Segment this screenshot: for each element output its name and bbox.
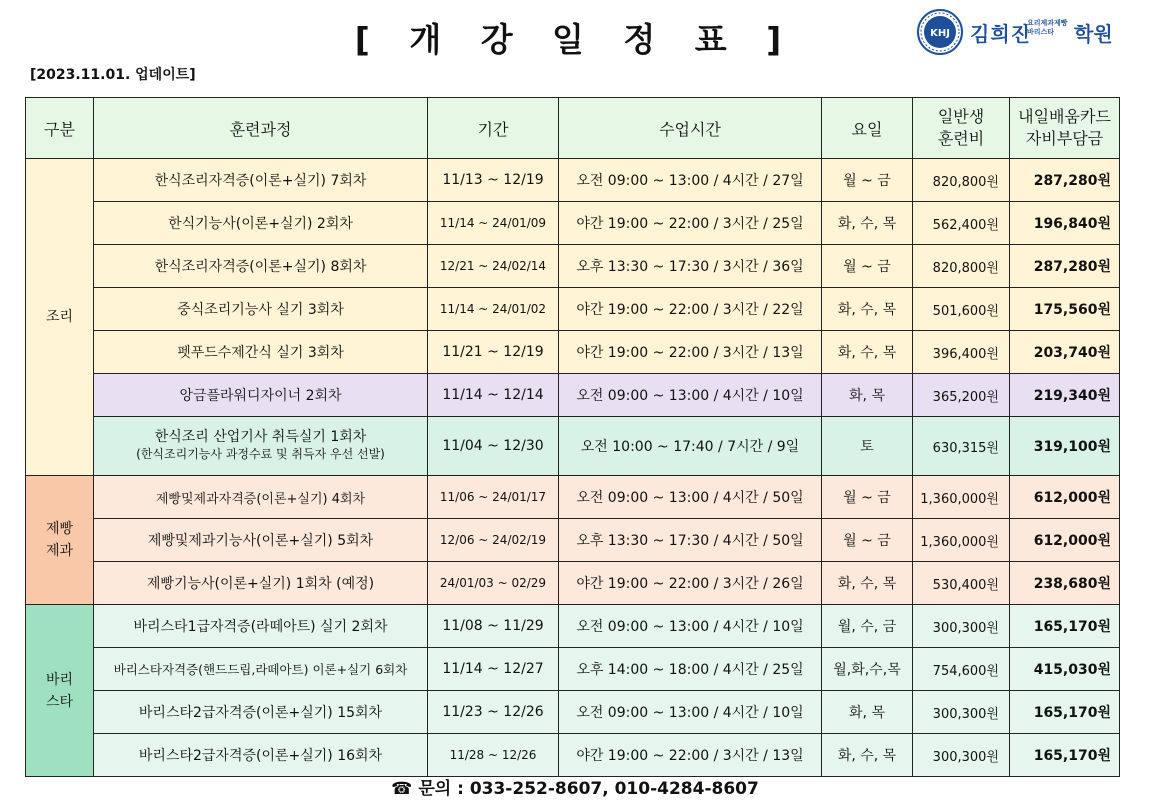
header-period: 기간 — [428, 98, 559, 159]
course-name: 한식기능사(이론+실기) 2회차 — [94, 202, 428, 245]
course-name-cell — [94, 417, 428, 476]
course-time: 야간 19:00 ~ 22:00 / 3시간 / 26일 — [559, 562, 822, 605]
course-days: 월 ~ 금 — [822, 519, 913, 562]
category-barista-line1: 바리 — [45, 671, 74, 688]
course-time: 오전 09:00 ~ 13:00 / 4시간 / 10일 — [559, 691, 822, 734]
course-card-fee: 287,280원 — [1010, 245, 1120, 288]
course-name: 중식조리기능사 실기 3회차 — [94, 288, 428, 331]
course-name: 제빵기능사(이론+실기) 1회차 (예정) — [94, 562, 428, 605]
header-card — [1010, 98, 1120, 159]
table-row — [26, 417, 1120, 476]
course-name: 한식조리자격증(이론+실기) 7회차 — [94, 159, 428, 202]
header-course: 훈련과정 — [94, 98, 428, 159]
table-row — [26, 159, 1120, 202]
course-period: 11/14 ~ 12/14 — [428, 374, 559, 417]
course-time: 오전 09:00 ~ 13:00 / 4시간 / 10일 — [559, 374, 822, 417]
table-row — [26, 605, 1120, 648]
course-name: 펫푸드수제간식 실기 3회차 — [94, 331, 428, 374]
course-time: 오후 13:30 ~ 17:30 / 3시간 / 36일 — [559, 245, 822, 288]
course-card-fee: 175,560원 — [1010, 288, 1120, 331]
course-card-fee: 612,000원 — [1010, 476, 1120, 519]
course-period: 11/13 ~ 12/19 — [428, 159, 559, 202]
course-days: 화, 수, 목 — [822, 331, 913, 374]
course-period: 12/06 ~ 24/02/19 — [428, 519, 559, 562]
course-period: 11/04 ~ 12/30 — [428, 417, 559, 476]
course-fee: 396,400원 — [913, 331, 1010, 374]
course-days: 화, 수, 목 — [822, 734, 913, 777]
course-fee: 300,300원 — [913, 691, 1010, 734]
course-days: 월 ~ 금 — [822, 476, 913, 519]
table-row — [26, 519, 1120, 562]
header-category: 구분 — [26, 98, 94, 159]
table-row — [26, 562, 1120, 605]
course-name: 제빵및제과자격증(이론+실기) 4회차 — [94, 476, 428, 519]
course-card-fee: 238,680원 — [1010, 562, 1120, 605]
course-fee: 1,360,000원 — [913, 476, 1010, 519]
course-note: (한식조리기능사 과정수료 및 취득자 우선 선발) — [136, 447, 385, 461]
course-time: 야간 19:00 ~ 22:00 / 3시간 / 25일 — [559, 202, 822, 245]
category-bakery-line2: 제과 — [45, 543, 74, 559]
course-name: 바리스타1급자격증(라떼아트) 실기 2회차 — [94, 605, 428, 648]
course-card-fee: 196,840원 — [1010, 202, 1120, 245]
contact-text: 문의 : 033-252-8607, 010-4284-8607 — [418, 779, 759, 799]
course-name: 바리스타자격증(핸드드립,라떼아트) 이론+실기 6회차 — [94, 648, 428, 691]
course-period: 11/14 ~ 24/01/02 — [428, 288, 559, 331]
logo-suffix: 학원 — [1074, 22, 1113, 46]
course-name: 제빵및제과기능사(이론+실기) 5회차 — [94, 519, 428, 562]
course-days: 토 — [822, 417, 913, 476]
schedule-table — [25, 97, 1120, 777]
course-name: 앙금플라워디자이너 2회차 — [94, 374, 428, 417]
course-period: 24/01/03 ~ 02/29 — [428, 562, 559, 605]
course-fee: 754,600원 — [913, 648, 1010, 691]
table-row — [26, 734, 1120, 777]
header-fee — [913, 98, 1010, 159]
logo-subtitle: 요리제과제빵 바리스타 — [1027, 19, 1068, 36]
course-period: 11/08 ~ 11/29 — [428, 605, 559, 648]
course-fee: 820,800원 — [913, 245, 1010, 288]
course-card-fee: 612,000원 — [1010, 519, 1120, 562]
course-fee: 820,800원 — [913, 159, 1010, 202]
category-barista-line2: 스타 — [45, 693, 74, 710]
phone-icon: ☎ — [391, 779, 413, 799]
course-days: 화, 수, 목 — [822, 288, 913, 331]
course-days: 월 ~ 금 — [822, 159, 913, 202]
page-title: [ 개 강 일 정 표 ] — [354, 20, 796, 59]
table-row — [26, 374, 1120, 417]
course-period: 11/14 ~ 12/27 — [428, 648, 559, 691]
course-fee: 300,300원 — [913, 605, 1010, 648]
course-name: 한식조리자격증(이론+실기) 8회차 — [94, 245, 428, 288]
table-row — [26, 288, 1120, 331]
course-time: 오전 09:00 ~ 13:00 / 4시간 / 50일 — [559, 476, 822, 519]
table-row — [26, 245, 1120, 288]
course-period: 11/21 ~ 12/19 — [428, 331, 559, 374]
course-time: 오전 09:00 ~ 13:00 / 4시간 / 27일 — [559, 159, 822, 202]
seal-icon — [916, 8, 964, 56]
course-time: 오전 09:00 ~ 13:00 / 4시간 / 10일 — [559, 605, 822, 648]
table-row — [26, 691, 1120, 734]
logo-name: 김희진 — [970, 22, 1031, 46]
seal-text: KHJ — [930, 28, 950, 39]
course-fee: 501,600원 — [913, 288, 1010, 331]
academy-logo — [914, 6, 1114, 58]
course-fee: 562,400원 — [913, 202, 1010, 245]
course-period: 11/23 ~ 12/26 — [428, 691, 559, 734]
header-card-line1: 내일배움카드 — [1018, 107, 1111, 126]
course-days: 화, 수, 목 — [822, 202, 913, 245]
course-time: 야간 19:00 ~ 22:00 / 3시간 / 22일 — [559, 288, 822, 331]
course-card-fee: 165,170원 — [1010, 605, 1120, 648]
course-time: 야간 19:00 ~ 22:00 / 3시간 / 13일 — [559, 734, 822, 777]
course-name: 바리스타2급자격증(이론+실기) 15회차 — [94, 691, 428, 734]
course-time: 야간 19:00 ~ 22:00 / 3시간 / 13일 — [559, 331, 822, 374]
header-time: 수업시간 — [559, 98, 822, 159]
course-card-fee: 287,280원 — [1010, 159, 1120, 202]
course-time: 오후 14:00 ~ 18:00 / 4시간 / 25일 — [559, 648, 822, 691]
update-date: [2023.11.01. 업데이트] — [30, 67, 196, 83]
course-card-fee: 319,100원 — [1010, 417, 1120, 476]
course-period: 11/06 ~ 24/01/17 — [428, 476, 559, 519]
table-row — [26, 202, 1120, 245]
course-card-fee: 203,740원 — [1010, 331, 1120, 374]
course-period: 11/28 ~ 12/26 — [428, 734, 559, 777]
course-card-fee: 219,340원 — [1010, 374, 1120, 417]
contact-footer — [0, 774, 1150, 799]
header-fee-line2: 훈련비 — [937, 129, 985, 148]
table-row — [26, 648, 1120, 691]
course-fee: 530,400원 — [913, 562, 1010, 605]
course-days: 월,화,수,목 — [822, 648, 913, 691]
course-period: 11/14 ~ 24/01/09 — [428, 202, 559, 245]
header-days: 요일 — [822, 98, 913, 159]
table-row — [26, 476, 1120, 519]
course-card-fee: 415,030원 — [1010, 648, 1120, 691]
category-bakery — [26, 476, 94, 605]
course-name: 한식조리 산업기사 취득실기 1회차 — [154, 429, 367, 445]
category-cooking: 조리 — [26, 159, 94, 476]
table-row — [26, 331, 1120, 374]
course-name: 바리스타2급자격증(이론+실기) 16회차 — [94, 734, 428, 777]
course-fee: 1,360,000원 — [913, 519, 1010, 562]
course-fee: 365,200원 — [913, 374, 1010, 417]
header-card-line2: 자비부담금 — [1025, 129, 1104, 148]
course-card-fee: 165,170원 — [1010, 691, 1120, 734]
header-row — [26, 98, 1120, 159]
category-barista — [26, 605, 94, 777]
course-time: 오후 13:30 ~ 17:30 / 4시간 / 50일 — [559, 519, 822, 562]
course-days: 월, 수, 금 — [822, 605, 913, 648]
course-period: 12/21 ~ 24/02/14 — [428, 245, 559, 288]
course-card-fee: 165,170원 — [1010, 734, 1120, 777]
course-days: 화, 목 — [822, 374, 913, 417]
header-fee-line1: 일반생 — [937, 107, 985, 126]
course-days: 월 ~ 금 — [822, 245, 913, 288]
course-days: 화, 목 — [822, 691, 913, 734]
course-time: 오전 10:00 ~ 17:40 / 7시간 / 9일 — [559, 417, 822, 476]
course-days: 화, 수, 목 — [822, 562, 913, 605]
category-bakery-line1: 제빵 — [45, 521, 74, 537]
course-fee: 300,300원 — [913, 734, 1010, 777]
course-fee: 630,315원 — [913, 417, 1010, 476]
